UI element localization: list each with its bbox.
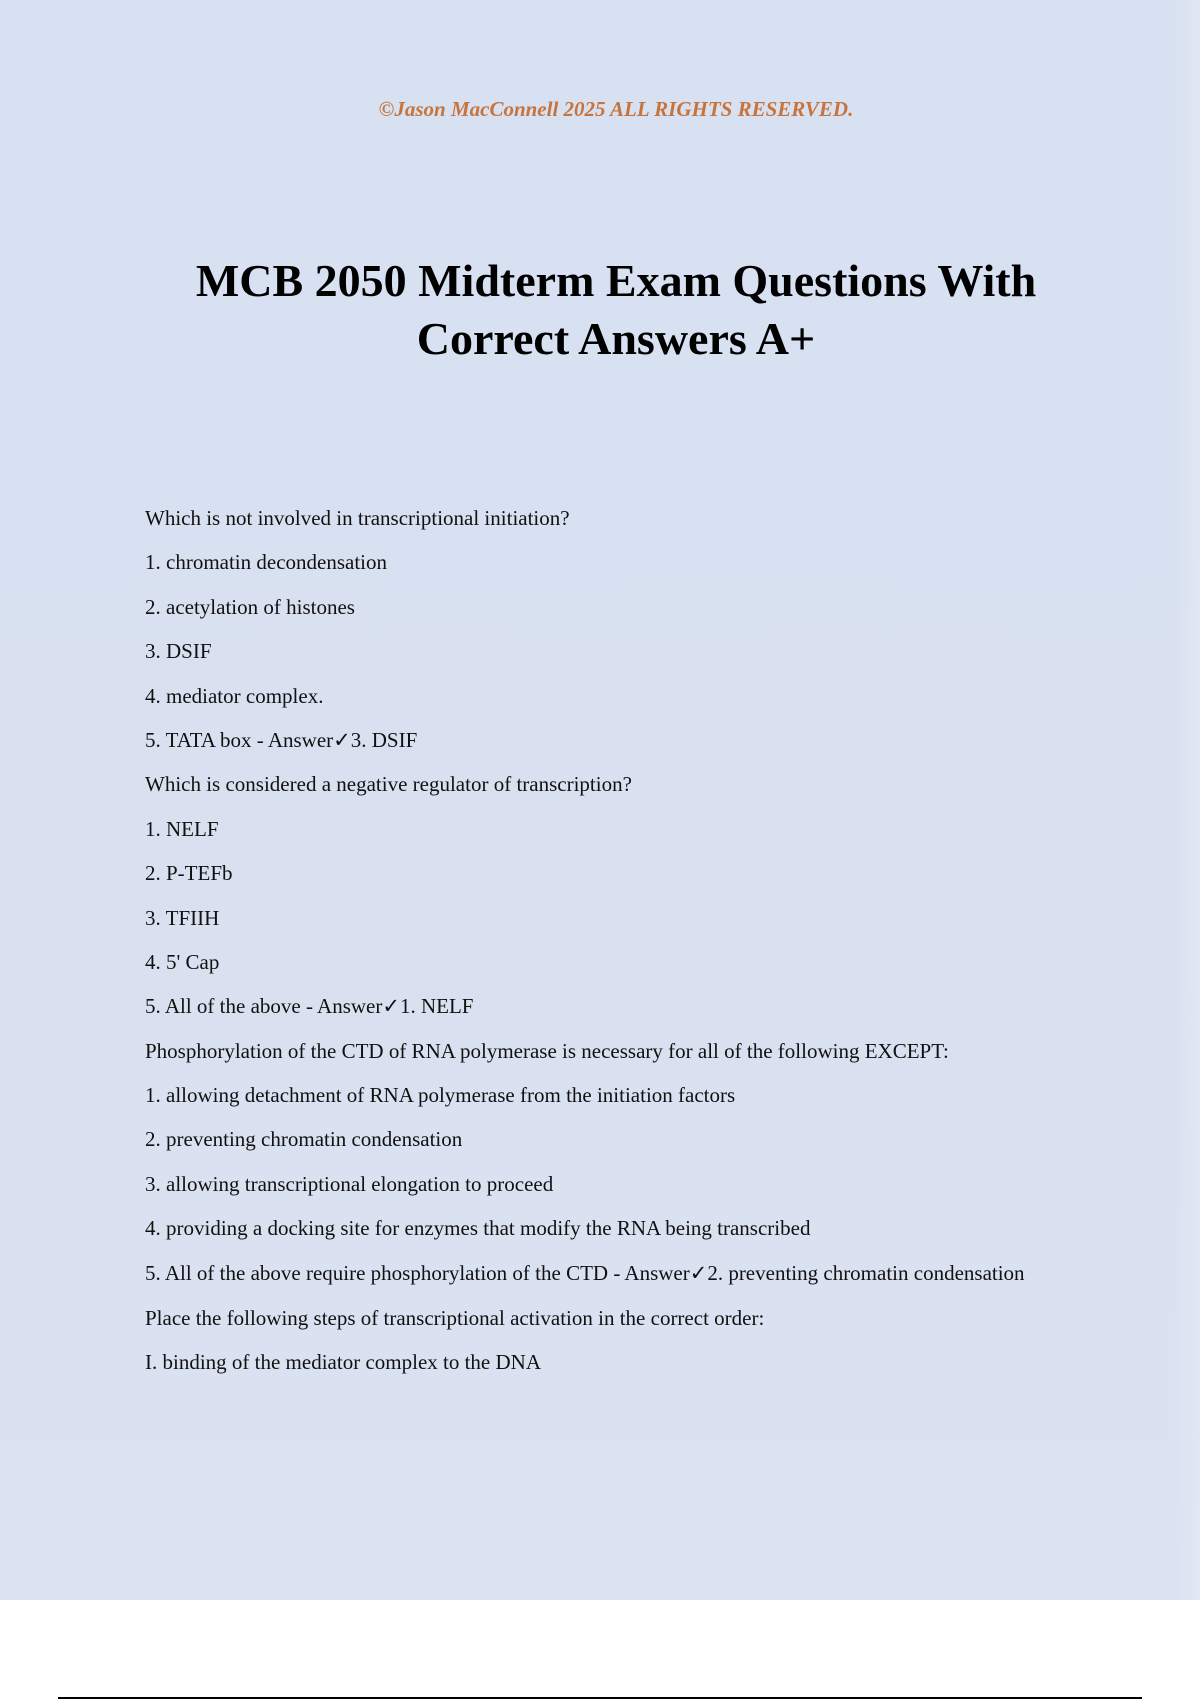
- title-line-2: Correct Answers A+: [416, 313, 816, 364]
- question-3: Phosphorylation of the CTD of RNA polymerase is necessary for all of the following EXCEPT:: [145, 1038, 949, 1063]
- question-content: [145, 505, 1095, 1394]
- option-line: 3. TFIIH: [145, 905, 220, 930]
- title-line-1: MCB 2050 Midterm Exam Questions With: [195, 255, 1037, 306]
- option-line: 1. NELF: [145, 816, 219, 841]
- option-line: 4. mediator complex.: [145, 683, 324, 708]
- option-line: 2. preventing chromatin condensation: [145, 1127, 463, 1152]
- option-line: 4. 5' Cap: [145, 949, 220, 974]
- question-2: Which is considered a negative regulator of transcription?: [145, 772, 632, 797]
- option-line: 1. chromatin decondensation: [145, 550, 388, 575]
- question-4: Place the following steps of transcriptional activation in the correct order:: [145, 1306, 765, 1331]
- option-line: 3. DSIF: [145, 639, 212, 664]
- option-line: 2. acetylation of histones: [145, 594, 355, 619]
- option-line: 2. P-TEFb: [145, 861, 233, 886]
- option-line: I. binding of the mediator complex to the DNA: [145, 1350, 541, 1375]
- option-line: 3. allowing transcriptional elongation to proceed: [145, 1171, 554, 1196]
- option-line: 1. allowing detachment of RNA polymerase from the initiation factors: [145, 1083, 736, 1108]
- document-title: [0, 252, 1200, 368]
- question-1: Which is not involved in transcriptional initiation?: [145, 506, 570, 530]
- copyright-notice: ©Jason MacConnell 2025 ALL RIGHTS RESERVED.: [378, 97, 854, 121]
- answer-line: 5. All of the above require phosphorylation of the CTD - Answer✓2. preventing chromatin condensation: [145, 1260, 1025, 1285]
- option-line: 4. providing a docking site for enzymes that modify the RNA being transcribed: [145, 1216, 811, 1241]
- answer-line: 5. TATA box - Answer✓3. DSIF: [145, 727, 418, 752]
- answer-line: 5. All of the above - Answer✓1. NELF: [145, 994, 474, 1019]
- footer-divider: [58, 1697, 1142, 1699]
